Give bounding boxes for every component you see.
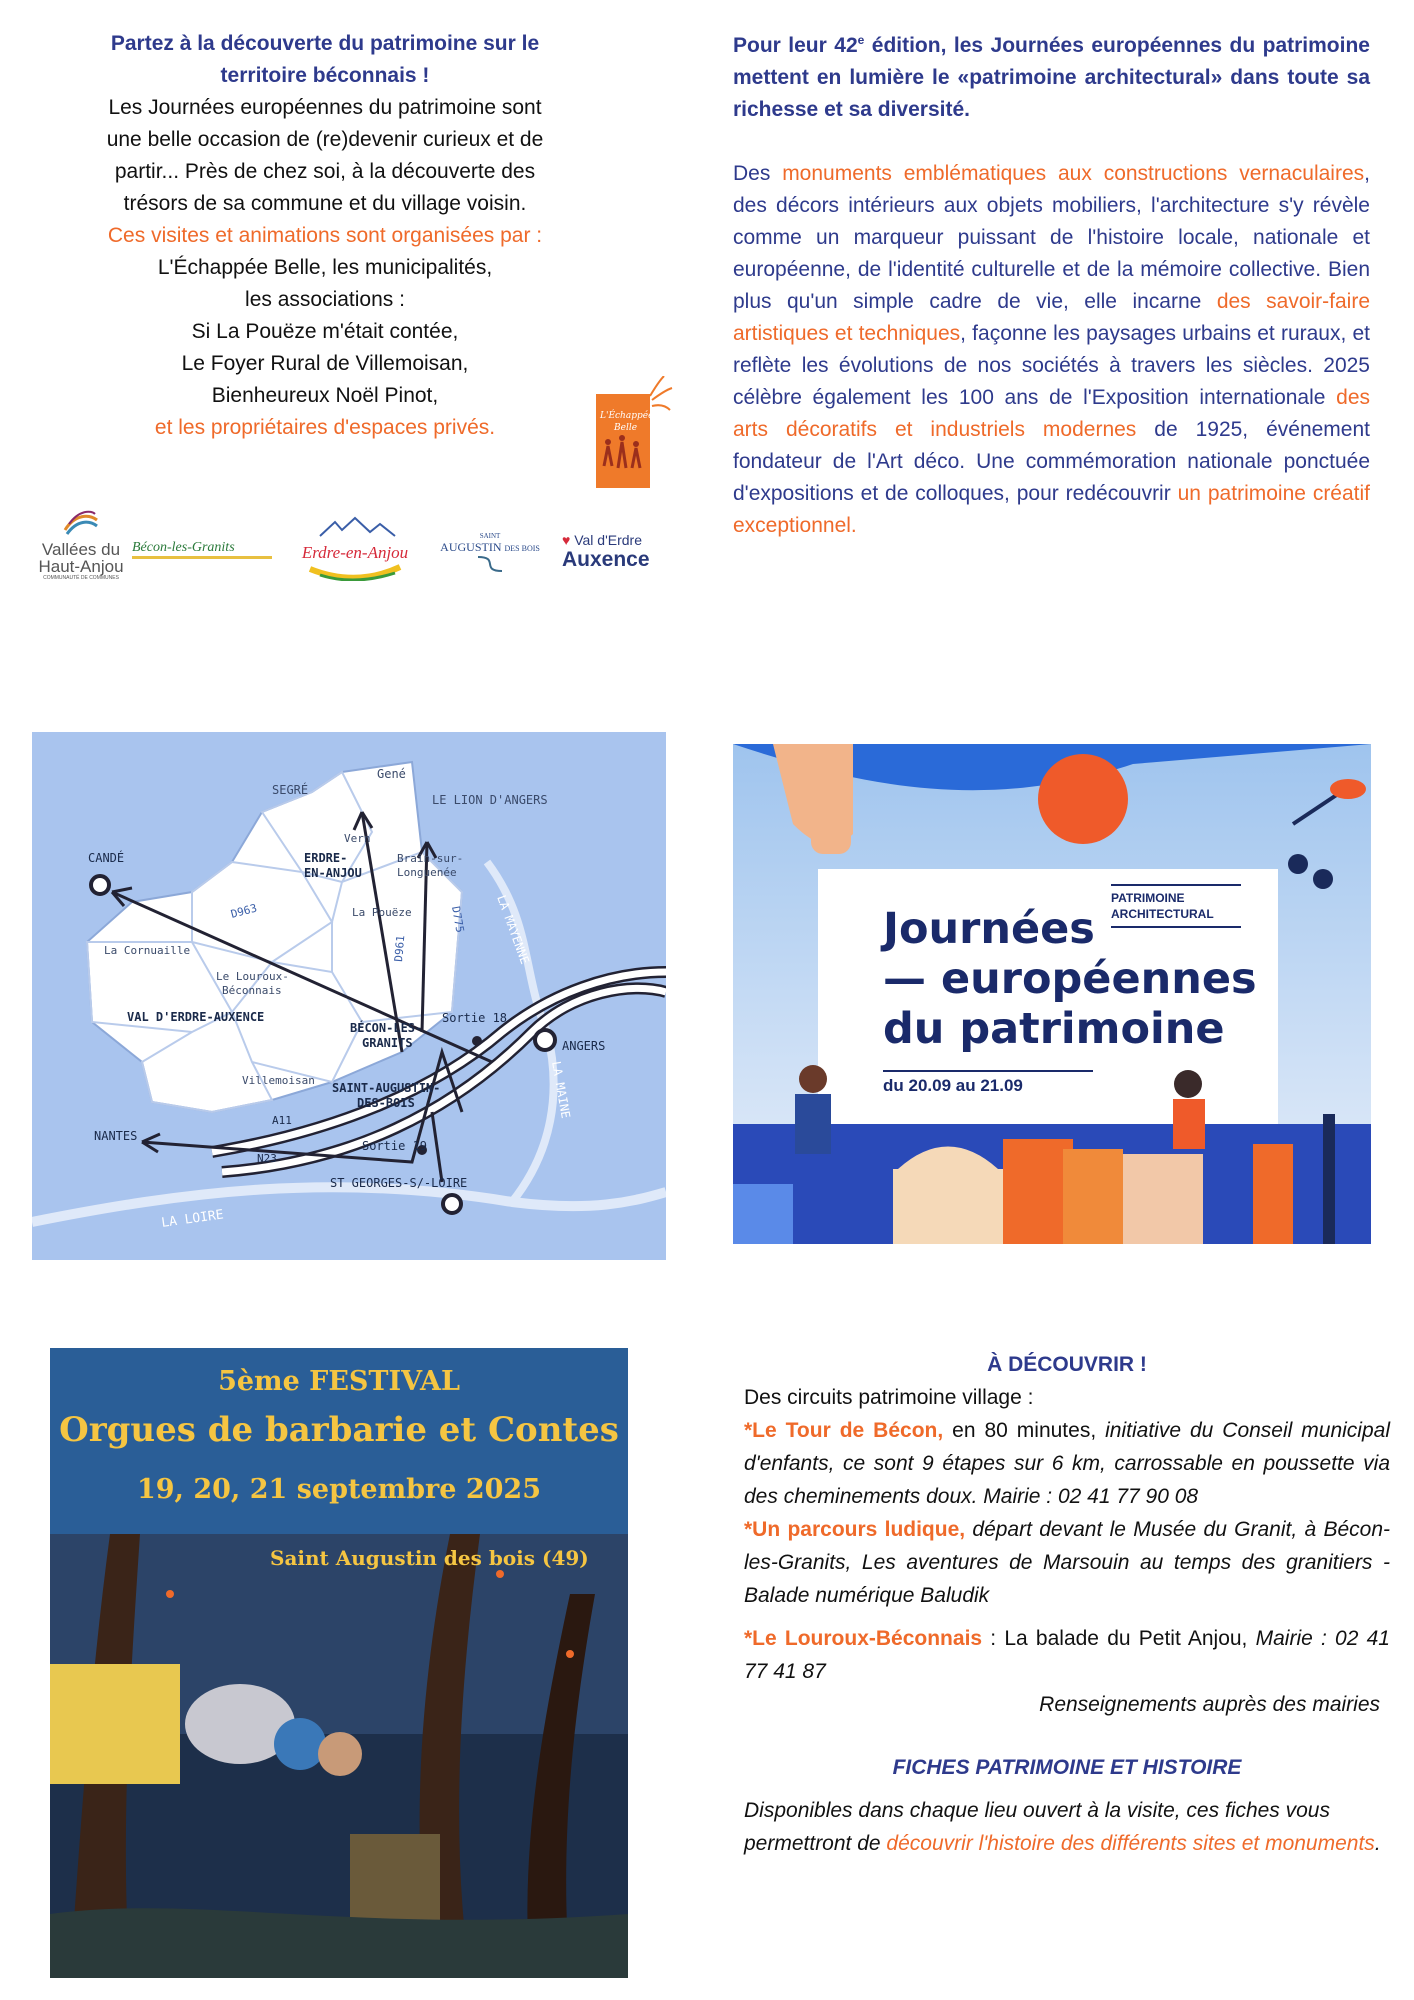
map-segre: SEGRÉ: [272, 783, 309, 797]
edition-body: Des monuments emblématiques aux constructions vernaculaires, des décors intérieurs aux objets mobiliers, l'architecture s'y révèle comme un marqueur puissant de l'histoire locale, nationale et européenne, de l'identité culturelle et de la mémoire collective. Bien plus qu'un simple cadre de vie, elle incarne des savoir-faire artistiques et techniques, façonne les paysages urbains et ruraux, et reflète les évolutions de nos sociétés à travers les siècles. 2025 célèbre également les 100 ans de l'Exposition internationale des arts décoratifs et industriels modernes de 1925, événement fondateur de l'Art déco. Une commémoration nationale ponctuée d'expositions et de colloques, pour redécouvrir un patrimoine créatif exceptionnel.: [733, 162, 1371, 537]
svg-text:EN-ANJOU: EN-ANJOU: [304, 866, 362, 880]
organiser: Le Foyer Rural de Villemoisan,: [181, 352, 469, 375]
map-n23: N23: [257, 1152, 277, 1165]
circuits-line: Des circuits patrimoine village :: [744, 1386, 1034, 1409]
fiches-title: FICHES PATRIMOINE ET HISTOIRE: [892, 1756, 1242, 1779]
map-vern: Vern: [344, 832, 371, 845]
svg-text:Béconnais: Béconnais: [222, 984, 282, 997]
echappee-belle-logo: [590, 376, 674, 496]
map-sortie18: Sortie 18: [442, 1011, 508, 1025]
map-louroux: Le Louroux-: [216, 970, 289, 983]
intro-block: [60, 28, 590, 444]
map-d775: D775: [449, 905, 467, 934]
map-cornuaille: La Cornuaille: [104, 944, 191, 957]
discover-title: À DÉCOUVRIR !: [987, 1353, 1147, 1376]
territory-map: [32, 732, 666, 1260]
map-gene: Gené: [377, 767, 406, 781]
organised-by: Ces visites et animations sont organisées par :: [107, 224, 543, 247]
partner-logos: [20, 510, 680, 600]
discover-block: [744, 1348, 1390, 1860]
organiser: les associations :: [245, 288, 405, 311]
map-stgeorges: ST GEORGES-S/-LOIRE: [330, 1176, 468, 1190]
becon-les-granits-logo: Bécon-les-Granits: [132, 540, 272, 559]
intro-line: une belle occasion de (re)devenir curieux et de: [106, 128, 544, 151]
edition-heading: Pour leur 42e édition, les Journées européennes du patrimoine mettent en lumière le «patrimoine architectural» dans toute sa richesse et sa diversité.: [733, 33, 1370, 121]
map-sortie19: Sortie 19: [362, 1139, 428, 1153]
festival-header: [50, 1348, 628, 1534]
map-becon: BÉCON-LES-: [350, 1021, 423, 1035]
map-d961: D961: [392, 934, 408, 963]
svg-text:DES-BOIS: DES-BOIS: [357, 1096, 415, 1110]
poster-tag: PATRIMOINE ARCHITECTURAL: [1111, 884, 1241, 928]
intro-line: Les Journées européennes du patrimoine sont: [108, 96, 542, 119]
echappee-text-1: L'Échappée: [600, 411, 654, 421]
wave-icon: [300, 563, 410, 581]
map-erdre: ERDRE-: [304, 851, 348, 865]
svg-text:Longuenée: Longuenée: [397, 866, 457, 879]
echappee-text-2: Belle: [614, 423, 638, 433]
river-icon: [470, 555, 510, 573]
festival-place: Saint Augustin des bois (49): [270, 1546, 589, 1570]
map-nantes: NANTES: [94, 1129, 138, 1143]
info-line: Renseignements auprès des mairies: [1039, 1693, 1380, 1716]
fiches-text: Disponibles dans chaque lieu ouvert à la visite, ces fiches vous permettront de découvrir l'histoire des différents sites et monuments.: [744, 1799, 1381, 1855]
map-pouese: La Pouëze: [352, 906, 412, 919]
intro-line: partir... Près de chez soi, à la découverte des: [114, 160, 536, 183]
map-angers: ANGERS: [562, 1039, 606, 1053]
intro-title-2: territoire béconnais !: [220, 64, 430, 87]
svg-text:GRANITS: GRANITS: [362, 1036, 413, 1050]
parcours-ludique: *Un parcours ludique, départ devant le Musée du Granit, à Bécon-les-Granits, Les aventures de Marsouin au temps des granitiers - Balade numérique Baludik: [744, 1518, 1390, 1607]
map-villemoisan: Villemoisan: [242, 1074, 315, 1087]
organiser: Bienheureux Noël Pinot,: [211, 384, 439, 407]
map-loire: LA LOIRE: [160, 1207, 225, 1231]
map-staug: SAINT-AUGUSTIN-: [332, 1081, 441, 1095]
map-cande: CANDÉ: [88, 851, 125, 865]
map-maine: LA MAINE: [549, 1060, 573, 1120]
poster-dates: du 20.09 au 21.09: [883, 1070, 1093, 1096]
saint-augustin-des-bois-logo: SAINT AUGUSTIN DES BOIS: [430, 532, 550, 578]
organiser: L'Échappée Belle, les municipalités,: [157, 256, 493, 279]
intro-title-1: Partez à la découverte du patrimoine sur le: [110, 32, 540, 55]
vallees-haut-anjou-logo: Vallées du Haut-Anjou COMMUNAUTÉ DE COMMUNES: [26, 510, 136, 581]
erdre-en-anjou-logo: Erdre-en-Anjou: [290, 516, 420, 586]
map-brain: Brain-sur-: [397, 852, 464, 865]
map-d963: D963: [229, 901, 259, 921]
rooftops-icon: [300, 516, 410, 538]
map-val: VAL D'ERDRE-AUXENCE: [127, 1010, 265, 1024]
louroux-beconnais: *Le Louroux-Béconnais : La balade du Petit Anjou, Mairie : 02 41 77 41 87: [744, 1627, 1390, 1683]
poster-title: Journées — européennes du patrimoine: [883, 904, 1257, 1054]
organiser: Si La Pouëze m'était contée,: [191, 320, 459, 343]
swoosh-icon: [61, 510, 101, 536]
intro-line: trésors de sa commune et du village voisin.: [123, 192, 527, 215]
owners-line: et les propriétaires d'espaces privés.: [154, 416, 496, 439]
val-d-erdre-auxence-logo: ♥ Val d'Erdre Auxence: [562, 532, 650, 571]
festival-title: Orgues de barbarie et Contes: [59, 1410, 619, 1450]
edition-block: [733, 30, 1370, 542]
festival-edition: 5ème FESTIVAL: [218, 1366, 460, 1397]
jep-poster: [733, 744, 1371, 1244]
festival-dates: 19, 20, 21 septembre 2025: [136, 1474, 542, 1505]
map-mayenne: LA MAYENNE: [494, 893, 533, 966]
tour-de-becon: *Le Tour de Bécon, en 80 minutes, initiative du Conseil municipal d'enfants, ce sont 9 étapes sur 6 km, carrossable en poussette via des cheminements doux. Mairie : 02 41 77 90 08: [744, 1419, 1390, 1508]
map-a11: A11: [272, 1114, 292, 1127]
map-lion: LE LION D'ANGERS: [432, 793, 548, 807]
festival-poster: [50, 1348, 628, 1978]
